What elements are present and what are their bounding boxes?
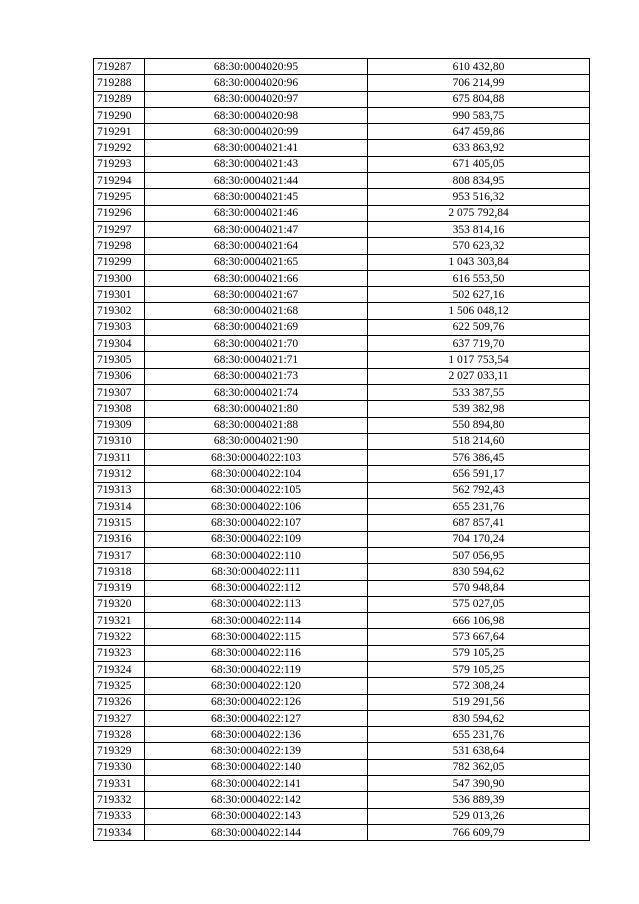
table-row [94,629,590,645]
row-number-cell: 719294 [94,173,145,189]
row-number-cell: 719321 [94,613,145,629]
cadastral-number-cell: 68:30:0004022:144 [145,824,368,840]
row-number-cell: 719309 [94,417,145,433]
cadastral-value-cell: 547 390,90 [368,776,590,792]
table-row [94,287,590,303]
table-row [94,368,590,384]
table-row [94,303,590,319]
cadastral-number-cell: 68:30:0004021:66 [145,270,368,286]
cadastral-value-cell: 575 027,05 [368,596,590,612]
cadastral-value-cell: 2 027 033,11 [368,368,590,384]
table-row [94,140,590,156]
row-number-cell: 719305 [94,352,145,368]
row-number-cell: 719317 [94,547,145,563]
table-row [94,417,590,433]
table-row [94,75,590,91]
cadastral-number-cell: 68:30:0004022:115 [145,629,368,645]
cadastral-number-cell: 68:30:0004021:64 [145,238,368,254]
table-row [94,759,590,775]
row-number-cell: 719301 [94,287,145,303]
table-row [94,59,590,75]
table-row [94,776,590,792]
row-number-cell: 719311 [94,450,145,466]
row-number-cell: 719290 [94,107,145,123]
cadastral-value-cell: 616 553,50 [368,270,590,286]
table-row [94,515,590,531]
table-row [94,482,590,498]
table-row [94,499,590,515]
row-number-cell: 719330 [94,759,145,775]
table-row [94,531,590,547]
row-number-cell: 719315 [94,515,145,531]
table-row [94,710,590,726]
table-row [94,270,590,286]
row-number-cell: 719322 [94,629,145,645]
table-row [94,91,590,107]
row-number-cell: 719316 [94,531,145,547]
cadastral-number-cell: 68:30:0004021:68 [145,303,368,319]
cadastral-value-cell: 536 889,39 [368,792,590,808]
row-number-cell: 719333 [94,808,145,824]
cadastral-number-cell: 68:30:0004022:113 [145,596,368,612]
row-number-cell: 719306 [94,368,145,384]
cadastral-value-cell: 570 623,32 [368,238,590,254]
cadastral-number-cell: 68:30:0004021:90 [145,433,368,449]
cadastral-number-cell: 68:30:0004021:67 [145,287,368,303]
row-number-cell: 719292 [94,140,145,156]
table-row [94,596,590,612]
row-number-cell: 719289 [94,91,145,107]
cadastral-value-cell: 1 506 048,12 [368,303,590,319]
cadastral-number-cell: 68:30:0004021:43 [145,156,368,172]
table-body [94,59,590,841]
row-number-cell: 719287 [94,59,145,75]
table-row [94,661,590,677]
cadastral-number-cell: 68:30:0004021:65 [145,254,368,270]
cadastral-number-cell: 68:30:0004022:127 [145,710,368,726]
cadastral-number-cell: 68:30:0004022:139 [145,743,368,759]
table-row [94,336,590,352]
cadastral-value-cell: 675 804,88 [368,91,590,107]
cadastral-number-cell: 68:30:0004022:126 [145,694,368,710]
cadastral-value-table [93,58,590,841]
table-row [94,189,590,205]
table-row [94,547,590,563]
row-number-cell: 719303 [94,319,145,335]
row-number-cell: 719304 [94,336,145,352]
cadastral-number-cell: 68:30:0004022:103 [145,450,368,466]
row-number-cell: 719308 [94,401,145,417]
row-number-cell: 719329 [94,743,145,759]
cadastral-number-cell: 68:30:0004020:99 [145,124,368,140]
cadastral-number-cell: 68:30:0004021:80 [145,401,368,417]
cadastral-number-cell: 68:30:0004021:73 [145,368,368,384]
cadastral-value-cell: 687 857,41 [368,515,590,531]
table-row [94,254,590,270]
row-number-cell: 719326 [94,694,145,710]
table-row [94,678,590,694]
cadastral-number-cell: 68:30:0004022:136 [145,727,368,743]
table-row [94,450,590,466]
cadastral-number-cell: 68:30:0004022:111 [145,564,368,580]
cadastral-value-cell: 573 667,64 [368,629,590,645]
row-number-cell: 719296 [94,205,145,221]
row-number-cell: 719297 [94,221,145,237]
cadastral-value-cell: 704 170,24 [368,531,590,547]
cadastral-value-cell: 533 387,55 [368,384,590,400]
cadastral-number-cell: 68:30:0004022:141 [145,776,368,792]
cadastral-value-cell: 782 362,05 [368,759,590,775]
cadastral-number-cell: 68:30:0004021:46 [145,205,368,221]
cadastral-number-cell: 68:30:0004022:109 [145,531,368,547]
cadastral-number-cell: 68:30:0004021:69 [145,319,368,335]
row-number-cell: 719307 [94,384,145,400]
row-number-cell: 719319 [94,580,145,596]
cadastral-value-cell: 706 214,99 [368,75,590,91]
row-number-cell: 719313 [94,482,145,498]
cadastral-value-cell: 519 291,56 [368,694,590,710]
cadastral-value-cell: 637 719,70 [368,336,590,352]
cadastral-number-cell: 68:30:0004021:71 [145,352,368,368]
table-row [94,824,590,840]
cadastral-number-cell: 68:30:0004020:97 [145,91,368,107]
table-row [94,156,590,172]
cadastral-value-cell: 353 814,16 [368,221,590,237]
table-row [94,808,590,824]
cadastral-value-cell: 830 594,62 [368,710,590,726]
row-number-cell: 719298 [94,238,145,254]
cadastral-value-cell: 808 834,95 [368,173,590,189]
cadastral-number-cell: 68:30:0004022:112 [145,580,368,596]
table-row [94,173,590,189]
table-row [94,401,590,417]
table-row [94,221,590,237]
cadastral-value-cell: 655 231,76 [368,499,590,515]
table-row [94,743,590,759]
table-row [94,613,590,629]
row-number-cell: 719299 [94,254,145,270]
cadastral-number-cell: 68:30:0004022:142 [145,792,368,808]
cadastral-value-cell: 531 638,64 [368,743,590,759]
cadastral-number-cell: 68:30:0004021:74 [145,384,368,400]
cadastral-value-cell: 610 432,80 [368,59,590,75]
cadastral-number-cell: 68:30:0004022:143 [145,808,368,824]
cadastral-value-cell: 579 105,25 [368,645,590,661]
row-number-cell: 719324 [94,661,145,677]
row-number-cell: 719312 [94,466,145,482]
cadastral-number-cell: 68:30:0004021:88 [145,417,368,433]
row-number-cell: 719310 [94,433,145,449]
cadastral-value-cell: 633 863,92 [368,140,590,156]
cadastral-number-cell: 68:30:0004022:106 [145,499,368,515]
row-number-cell: 719331 [94,776,145,792]
cadastral-value-cell: 562 792,43 [368,482,590,498]
table-row [94,319,590,335]
row-number-cell: 719332 [94,792,145,808]
cadastral-number-cell: 68:30:0004020:98 [145,107,368,123]
row-number-cell: 719320 [94,596,145,612]
cadastral-value-cell: 579 105,25 [368,661,590,677]
cadastral-value-cell: 766 609,79 [368,824,590,840]
row-number-cell: 719325 [94,678,145,694]
table-row [94,384,590,400]
row-number-cell: 719327 [94,710,145,726]
row-number-cell: 719318 [94,564,145,580]
row-number-cell: 719328 [94,727,145,743]
table-row [94,564,590,580]
cadastral-number-cell: 68:30:0004022:104 [145,466,368,482]
table-row [94,466,590,482]
table-row [94,205,590,221]
row-number-cell: 719334 [94,824,145,840]
cadastral-number-cell: 68:30:0004022:116 [145,645,368,661]
cadastral-value-cell: 502 627,16 [368,287,590,303]
cadastral-number-cell: 68:30:0004022:120 [145,678,368,694]
table-row [94,792,590,808]
table-row [94,433,590,449]
table-row [94,107,590,123]
cadastral-value-cell: 622 509,76 [368,319,590,335]
cadastral-value-cell: 656 591,17 [368,466,590,482]
cadastral-value-cell: 655 231,76 [368,727,590,743]
cadastral-value-cell: 572 308,24 [368,678,590,694]
cadastral-value-cell: 576 386,45 [368,450,590,466]
cadastral-value-cell: 550 894,80 [368,417,590,433]
table-row [94,645,590,661]
table-row [94,352,590,368]
table-row [94,124,590,140]
cadastral-value-cell: 830 594,62 [368,564,590,580]
cadastral-number-cell: 68:30:0004020:96 [145,75,368,91]
cadastral-number-cell: 68:30:0004021:41 [145,140,368,156]
row-number-cell: 719288 [94,75,145,91]
table-row [94,580,590,596]
cadastral-number-cell: 68:30:0004020:95 [145,59,368,75]
table-row [94,694,590,710]
table-row [94,238,590,254]
cadastral-number-cell: 68:30:0004021:47 [145,221,368,237]
cadastral-value-cell: 570 948,84 [368,580,590,596]
cadastral-number-cell: 68:30:0004021:45 [145,189,368,205]
cadastral-value-cell: 990 583,75 [368,107,590,123]
cadastral-value-cell: 2 075 792,84 [368,205,590,221]
cadastral-number-cell: 68:30:0004022:105 [145,482,368,498]
row-number-cell: 719323 [94,645,145,661]
row-number-cell: 719302 [94,303,145,319]
cadastral-value-cell: 518 214,60 [368,433,590,449]
cadastral-number-cell: 68:30:0004021:44 [145,173,368,189]
table-row [94,727,590,743]
cadastral-value-cell: 539 382,98 [368,401,590,417]
row-number-cell: 719291 [94,124,145,140]
row-number-cell: 719293 [94,156,145,172]
cadastral-number-cell: 68:30:0004022:140 [145,759,368,775]
cadastral-value-cell: 671 405,05 [368,156,590,172]
row-number-cell: 719295 [94,189,145,205]
cadastral-number-cell: 68:30:0004022:110 [145,547,368,563]
row-number-cell: 719314 [94,499,145,515]
cadastral-value-cell: 647 459,86 [368,124,590,140]
cadastral-value-cell: 1 017 753,54 [368,352,590,368]
cadastral-value-cell: 1 043 303,84 [368,254,590,270]
row-number-cell: 719300 [94,270,145,286]
cadastral-value-cell: 529 013,26 [368,808,590,824]
cadastral-value-cell: 666 106,98 [368,613,590,629]
cadastral-value-cell: 507 056,95 [368,547,590,563]
cadastral-number-cell: 68:30:0004022:107 [145,515,368,531]
cadastral-number-cell: 68:30:0004021:70 [145,336,368,352]
cadastral-number-cell: 68:30:0004022:119 [145,661,368,677]
cadastral-number-cell: 68:30:0004022:114 [145,613,368,629]
cadastral-value-cell: 953 516,32 [368,189,590,205]
